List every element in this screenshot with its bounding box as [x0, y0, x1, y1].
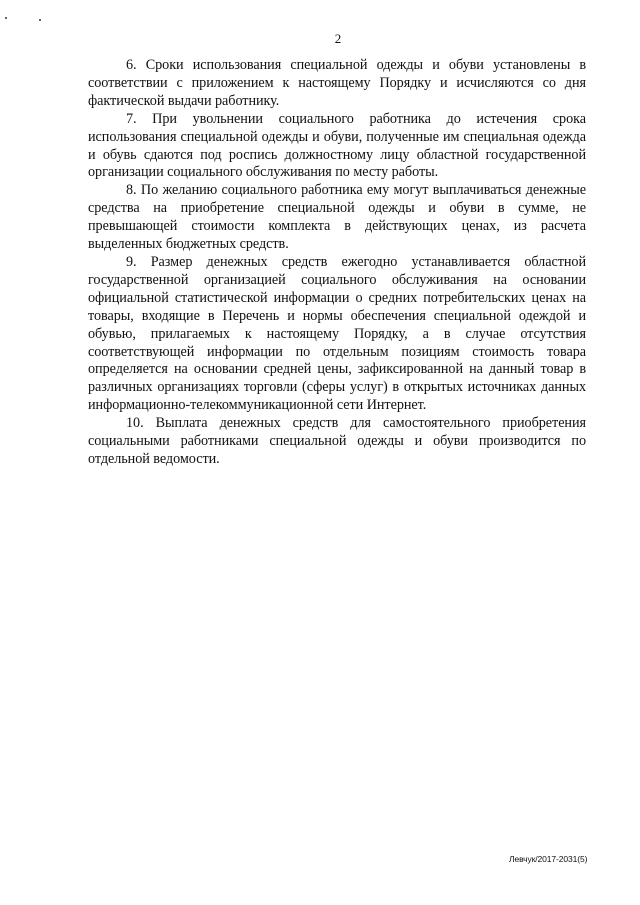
footer-reference: Левчук/2017-2031(5)	[509, 854, 588, 864]
paragraph-6: 6. Сроки использования специальной одежды и обуви установлены в соответствии с приложением к настоящему Порядку и исчисляются со дня фактической выдачи работнику.	[88, 57, 586, 109]
paragraph-8: 8. По желанию социального работника ему могут выплачиваться денежные средства на приобретение специальной одежды и обуви в сумме, не превышающей стоимости комплекта в действующих ценах, из расчета выделенных бюджетных средств.	[88, 182, 586, 253]
paragraph-10: 10. Выплата денежных средств для самостоятельного приобретения социальными работниками специальной одежды и обуви производится по отдельной ведомости.	[88, 415, 586, 467]
paragraph-7: 7. При увольнении социального работника до истечения срока использования специальной одежды и обуви, полученные им специальная одежда и обувь сдаются под роспись должностному лицу областной государственной организации социального обслуживания по месту работы.	[88, 110, 586, 181]
scan-speck	[5, 17, 7, 19]
document-body	[88, 57, 586, 469]
page-number: 2	[334, 31, 342, 46]
paragraph-9: 9. Размер денежных средств ежегодно устанавливается областной государственной организацией социального обслуживания на основании официальной статистической информации о средних потребительских ценах на товары, входящие в Перечень и нормы обеспечения специальной одеждой и обувью, прилагаемых к настоящему Порядку, а в случае отсутствия соответствующей информации по отдельным позициям стоимость товара определяется на основании средней цены, зафиксированной на данный товар в различных организациях торговли (сферы услуг) в открытых источниках данных информационно-телекоммуникационной сети Интернет.	[88, 253, 586, 414]
scan-speck	[39, 19, 41, 21]
